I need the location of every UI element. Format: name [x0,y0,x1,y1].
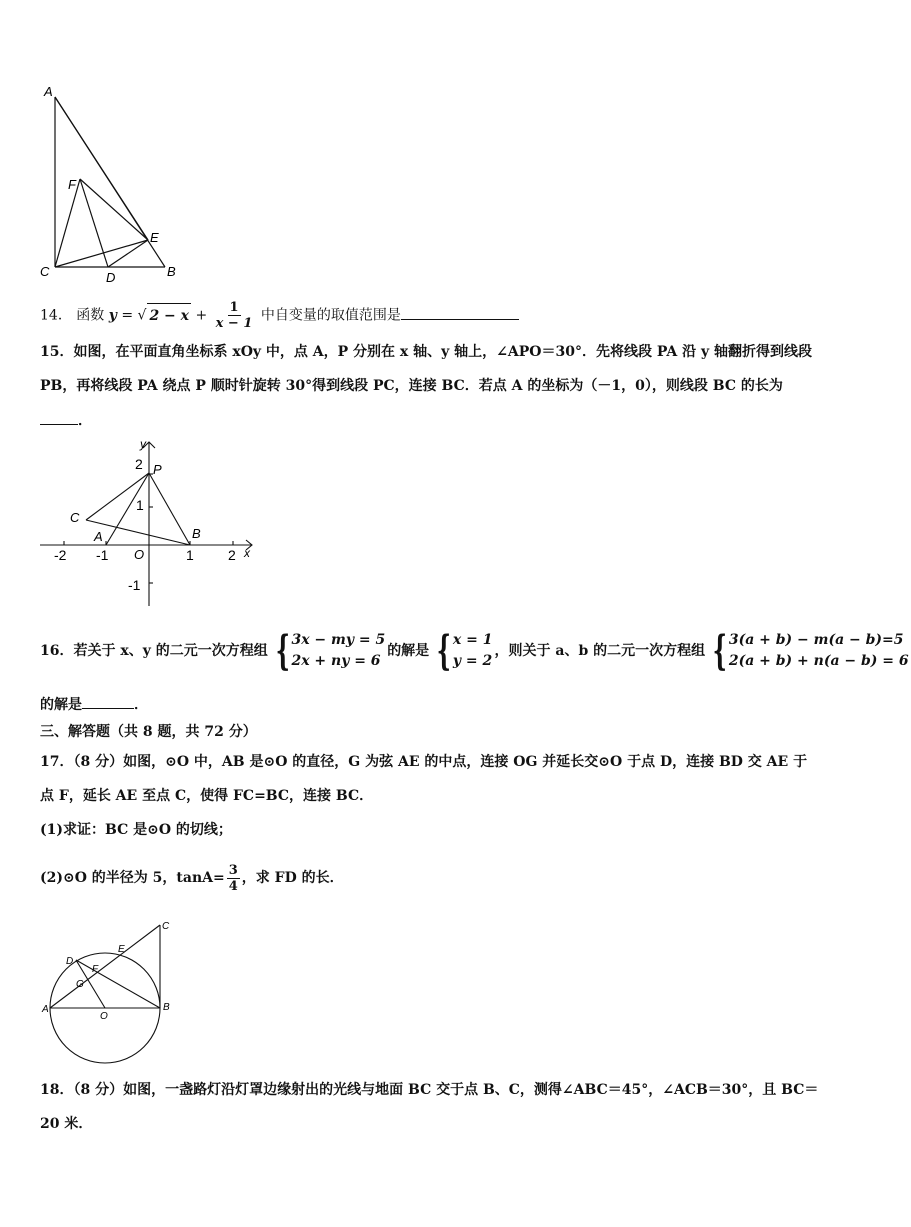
tick-y-2: 2 [135,456,143,472]
label-D: D [106,270,116,285]
answer-blank-16 [82,694,134,709]
label-F: F [68,177,76,192]
label-C: C [162,921,170,932]
label-A: A [44,84,53,99]
label-B: B [163,1002,170,1013]
equation-system-2: { x = 1 y = 2 [436,627,493,674]
question-18-line-2: 20 米． [40,1116,93,1132]
answer-blank-14 [401,305,519,320]
label-O: O [100,1011,108,1022]
label-E: E [118,944,125,955]
label-C: C [40,264,50,279]
tick-x-1: 1 [186,547,194,563]
question-17-line-2: 点 F，延长 AE 至点 C，使得 FC=BC，连接 BC． [40,788,374,804]
label-F: F [92,964,99,975]
question-17-line-1: 17．（8 分）如图，⊙O 中，AB 是⊙O 的直径，G 为弦 AE 的中点，连接 OG 并延长交⊙O 于点 D，连接 BD 交 AE 于 [40,754,808,770]
label-P: P [153,462,162,477]
question-15-line-3: ． [40,410,92,431]
tick-x-neg2: -2 [54,547,67,563]
coordinate-figure-15 [30,436,270,608]
label-B: B [167,264,176,279]
label-D: D [66,956,74,967]
question-16-line-2: 的解是 ． [40,694,148,715]
triangle-figure-13 [30,80,190,290]
label-B: B [192,526,201,541]
question-17-part-2: (2)⊙O 的半径为 5，tanA= $\frac{3}{4}$ ，求 FD 的长． [40,862,344,894]
question-14: 14． 函数 y = √ 2 − x + $\frac{1}{x - 1}$ 中自变量的取值范围是 [40,300,519,331]
tick-x-neg1: -1 [96,547,109,563]
tick-y-neg1: -1 [128,577,141,593]
circle-figure-17 [38,915,188,1067]
question-15-line-2: PB，再将线段 PA 绕点 P 顺时针旋转 30°得到线段 PC，连接 BC．若点 A 的坐标为（－1，0），则线段 BC 的长为 [40,378,783,394]
section-heading-3: 三、解答题（共 8 题，共 72 分） [40,724,257,740]
equation-system-3: { 3(a + b) − m(a − b)=5 2(a + b) + n(a − b) = 6 [712,627,909,674]
question-16-line-1: 16．若关于 x、y 的二元一次方程组 { 3x − my = 5 2x + ny = 6 的解是 { x = 1 y = 2 ，则关于 a、b 的二元一次方程组 { 3(a + b) − m(a − b)=5 2(a + b) + n(a − b) = 6 [40,627,909,674]
question-18-line-1: 18．（8 分）如图，一盏路灯沿灯罩边缘射出的光线与地面 BC 交于点 B、C，测得∠ABC＝45°，∠ACB＝30°，且 BC＝ [40,1082,819,1098]
question-17-part-1: (1)求证：BC 是⊙O 的切线； [40,822,232,838]
label-C: C [70,510,80,525]
label-G: G [76,979,84,990]
label-E: E [150,230,159,245]
equation-system-1: { 3x − my = 5 2x + ny = 6 [275,627,386,674]
label-A: A [42,1004,49,1015]
tick-x-2: 2 [228,547,236,563]
label-O: O [134,547,145,562]
answer-blank-15 [40,410,78,425]
fraction-3-over-4: $\frac{3}{4}$ [228,862,238,894]
question-15-line-1: 15．如图，在平面直角坐标系 xOy 中，点 A，P 分别在 x 轴、y 轴上，∠APO＝30°．先将线段 PA 沿 y 轴翻折得到线段 [40,344,812,360]
fraction-1-over-x-1: $\frac{1}{x - 1}$ [215,300,253,331]
label-x-axis: x [244,546,250,560]
tick-y-1: 1 [136,497,144,513]
label-A: A [94,529,103,544]
label-y-axis: y [140,437,146,451]
